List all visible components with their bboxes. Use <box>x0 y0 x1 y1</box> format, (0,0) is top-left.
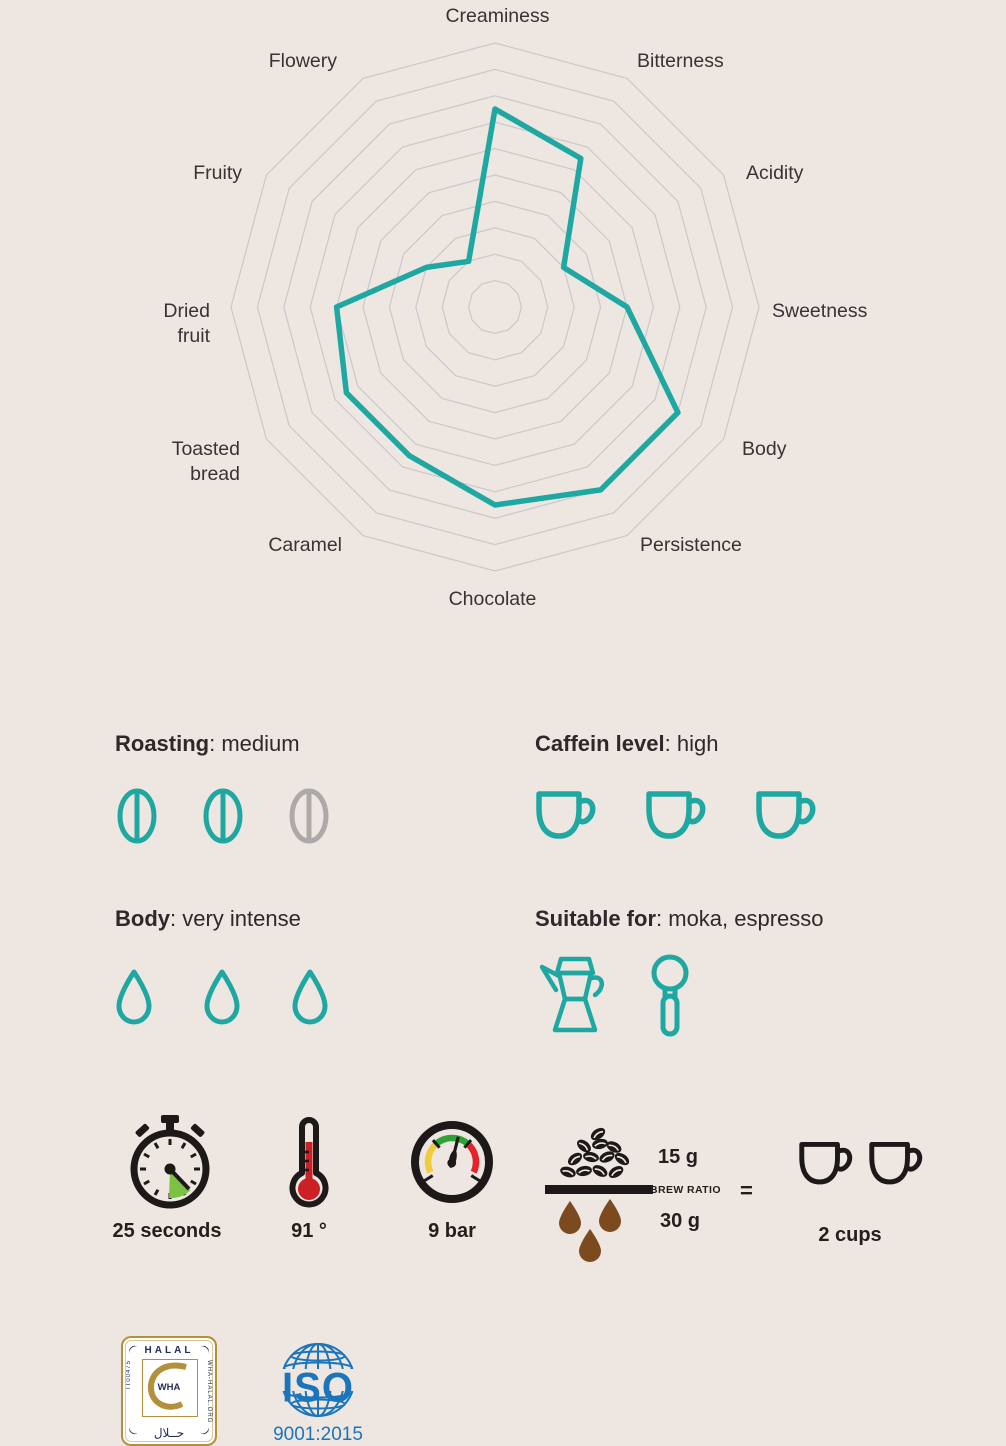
pressure-label: 9 bar <box>428 1220 476 1242</box>
brew-filter-bar <box>545 1185 653 1194</box>
roasting-label-bold: Roasting <box>115 731 210 756</box>
caffein-value: : high <box>664 731 719 756</box>
radar-label-acidity: Acidity <box>746 162 804 184</box>
yield-cups-icons <box>796 1140 924 1190</box>
body-intensity-icons <box>114 967 330 1027</box>
pressure-gauge-icon <box>407 1117 497 1207</box>
halal-arabic-text: حــلال <box>153 1426 185 1440</box>
thermometer-icon <box>286 1114 332 1210</box>
stopwatch-icon <box>123 1114 217 1210</box>
halal-title: HALAL <box>144 1345 194 1356</box>
drop-icon <box>114 967 154 1027</box>
coffee-bean-icon <box>200 787 246 845</box>
radar-label-sweetness: Sweetness <box>772 300 868 322</box>
radar-label-fruity: Fruity <box>193 162 242 184</box>
suitable-label-bold: Suitable for <box>535 906 657 931</box>
coffee-bean-icon <box>114 787 160 845</box>
portafilter-icon <box>649 952 691 1040</box>
temperature-label: 91 ° <box>291 1220 327 1242</box>
radar-label-bitterness: Bitterness <box>637 50 724 72</box>
roasting-label <box>115 731 300 757</box>
cup-icon <box>533 789 597 845</box>
brew-ratio-caption: BREW RATIO <box>650 1184 721 1196</box>
iso-name: ISO <box>282 1364 354 1412</box>
radar-label-creaminess: Creaminess <box>445 5 550 27</box>
equals-sign: = <box>740 1178 753 1203</box>
yield-label: 2 cups <box>818 1224 882 1246</box>
caffein-label-bold: Caffein level <box>535 731 665 756</box>
coffee-bean-icon-inactive <box>286 787 332 845</box>
iso-standard: 9001:2015 <box>273 1424 363 1445</box>
cup-icon <box>643 789 707 845</box>
suitable-for-icons <box>537 952 691 1042</box>
beverage-weight-label: 30 g <box>660 1210 701 1232</box>
radar-label-toasted-bread: Toasted bread <box>171 438 240 486</box>
halal-certification-badge <box>121 1336 217 1446</box>
drop-icon <box>290 967 330 1027</box>
cup-icon <box>866 1140 924 1190</box>
drop-icon <box>202 967 242 1027</box>
radar-label-flowery: Flowery <box>268 50 337 72</box>
coffee-drips-icon <box>552 1197 632 1271</box>
body-value: : very intense <box>170 906 301 931</box>
halal-cert-id: IT00475 <box>126 1360 132 1390</box>
coffee-weight-label: 15 g <box>658 1146 699 1168</box>
halal-website: WHA-HALAL.ORG <box>206 1360 212 1424</box>
suitable-value: : moka, espresso <box>656 906 824 931</box>
roasting-value: : medium <box>209 731 300 756</box>
radar-label-body: Body <box>742 438 787 460</box>
extraction-time-label: 25 seconds <box>112 1220 222 1242</box>
radar-label-dried-fruit: Dried fruit <box>163 300 210 348</box>
cup-icon <box>796 1140 854 1190</box>
suitable-for-label <box>535 906 824 932</box>
flavor-radar-chart <box>215 26 775 586</box>
moka-pot-icon <box>537 952 609 1042</box>
iso-certification-logo <box>266 1342 370 1446</box>
body-label <box>115 906 301 932</box>
radar-label-persistence: Persistence <box>640 534 742 556</box>
halal-monogram: WHA <box>157 1381 181 1393</box>
radar-label-chocolate: Chocolate <box>448 588 537 610</box>
cup-icon <box>753 789 817 845</box>
coffee-beans-pile-icon <box>556 1126 640 1180</box>
roasting-level-icons <box>114 787 332 845</box>
body-label-bold: Body <box>115 906 170 931</box>
caffein-level-label <box>535 731 718 757</box>
radar-label-caramel: Caramel <box>268 534 342 556</box>
caffein-level-icons <box>533 789 817 845</box>
